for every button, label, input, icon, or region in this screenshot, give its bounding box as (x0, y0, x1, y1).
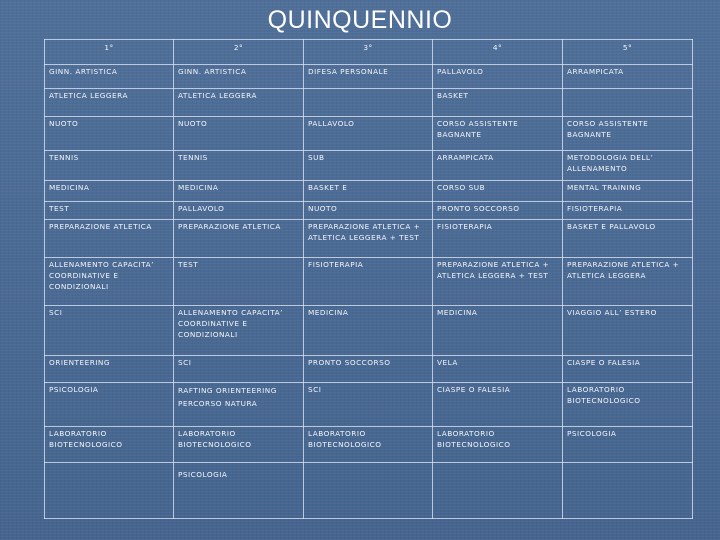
column-header-year-2: 2° (174, 40, 304, 65)
table-cell: BASKET E (304, 181, 433, 202)
table-cell: ARRAMPICATA (563, 65, 693, 89)
table-cell: PRONTO SOCCORSO (304, 356, 433, 383)
table-cell: NUOTO (304, 202, 433, 220)
table-cell: LABORATORIO BIOTECNOLOGICO (563, 383, 693, 427)
table-cell: PRONTO SOCCORSO (433, 202, 563, 220)
table-cell: DIFESA PERSONALE (304, 65, 433, 89)
table-cell: PALLAVOLO (174, 202, 304, 220)
table-cell: ALLENAMENTO CAPACITA’ COORDINATIVE E CONDIZIONALI (174, 306, 304, 356)
table-cell (304, 463, 433, 519)
table-cell: VELA (433, 356, 563, 383)
table-cell: CORSO ASSISTENTE BAGNANTE (433, 117, 563, 151)
table-cell: ATLETICA LEGGERA (45, 89, 174, 117)
table-cell: LABORATORIO BIOTECNOLOGICO (304, 427, 433, 463)
table-cell: FISIOTERAPIA (433, 220, 563, 258)
table-cell: FISIOTERAPIA (304, 258, 433, 306)
table-cell: TENNIS (45, 151, 174, 181)
table-cell: PREPARAZIONE ATLETICA (174, 220, 304, 258)
table-cell: GINN. ARTISTICA (45, 65, 174, 89)
table-cell: PALLAVOLO (433, 65, 563, 89)
table-cell: PSICOLOGIA (563, 427, 693, 463)
table-cell: PREPARAZIONE ATLETICA + ATLETICA LEGGERA + TEST (433, 258, 563, 306)
table-cell (433, 463, 563, 519)
table-cell: CORSO SUB (433, 181, 563, 202)
table-row (45, 151, 693, 181)
table-row (45, 258, 693, 306)
table-cell: SCI (174, 356, 304, 383)
table-cell: METODOLOGIA DELL’ ALLENAMENTO (563, 151, 693, 181)
schedule-table (44, 39, 693, 519)
table-cell: BASKET E PALLAVOLO (563, 220, 693, 258)
table-cell (45, 463, 174, 519)
table-cell: MEDICINA (304, 306, 433, 356)
table-cell: MEDICINA (45, 181, 174, 202)
table-cell: MEDICINA (174, 181, 304, 202)
column-header-year-4: 4° (433, 40, 563, 65)
table-cell: MENTAL TRAINING (563, 181, 693, 202)
table-cell: SUB (304, 151, 433, 181)
table-cell: CORSO ASSISTENTE BAGNANTE (563, 117, 693, 151)
table-row (45, 202, 693, 220)
table-cell: MEDICINA (433, 306, 563, 356)
table-cell: SCI (304, 383, 433, 427)
table-cell: CIASPE O FALESIA (563, 356, 693, 383)
table-cell: TENNIS (174, 151, 304, 181)
table-cell: LABORATORIO BIOTECNOLOGICO (433, 427, 563, 463)
table-cell: LABORATORIO BIOTECNOLOGICO (174, 427, 304, 463)
table-cell: LABORATORIO BIOTECNOLOGICO (45, 427, 174, 463)
table-cell: PSICOLOGIA (174, 463, 304, 519)
table-cell: NUOTO (174, 117, 304, 151)
table-cell: PREPARAZIONE ATLETICA + ATLETICA LEGGERA (563, 258, 693, 306)
table-row (45, 306, 693, 356)
table-cell: NUOTO (45, 117, 174, 151)
table-row (45, 220, 693, 258)
table-row (45, 356, 693, 383)
table-cell: FISIOTERAPIA (563, 202, 693, 220)
table-cell: PREPARAZIONE ATLETICA (45, 220, 174, 258)
table-cell: ARRAMPICATA (433, 151, 563, 181)
table-cell: ORIENTEERING (45, 356, 174, 383)
column-header-year-1: 1° (45, 40, 174, 65)
table-cell: TEST (174, 258, 304, 306)
table-cell (563, 89, 693, 117)
table-cell: BASKET (433, 89, 563, 117)
table-cell: GINN. ARTISTICA (174, 65, 304, 89)
table-cell: RAFTING ORIENTEERING PERCORSO NATURA (174, 383, 304, 427)
table-cell: SCI (45, 306, 174, 356)
table-cell (304, 89, 433, 117)
table-cell (563, 463, 693, 519)
table-cell: ATLETICA LEGGERA (174, 89, 304, 117)
table-row (45, 383, 693, 427)
column-header-year-5: 5° (563, 40, 693, 65)
table-cell: VIAGGIO ALL’ ESTERO (563, 306, 693, 356)
table-cell: PREPARAZIONE ATLETICA + ATLETICA LEGGERA + TEST (304, 220, 433, 258)
table-cell: PALLAVOLO (304, 117, 433, 151)
page-title: QUINQUENNIO (267, 6, 453, 34)
table-row (45, 89, 693, 117)
table-cell: ALLENAMENTO CAPACITA’ COORDINATIVE E CONDIZIONALI (45, 258, 174, 306)
table-cell: CIASPE O FALESIA (433, 383, 563, 427)
table-row (45, 427, 693, 463)
table-row (45, 463, 693, 519)
table-cell: PSICOLOGIA (45, 383, 174, 427)
table-row (45, 181, 693, 202)
table-cell: TEST (45, 202, 174, 220)
table-row (45, 65, 693, 89)
table-row (45, 117, 693, 151)
column-header-year-3: 3° (304, 40, 433, 65)
header-row (45, 40, 693, 65)
